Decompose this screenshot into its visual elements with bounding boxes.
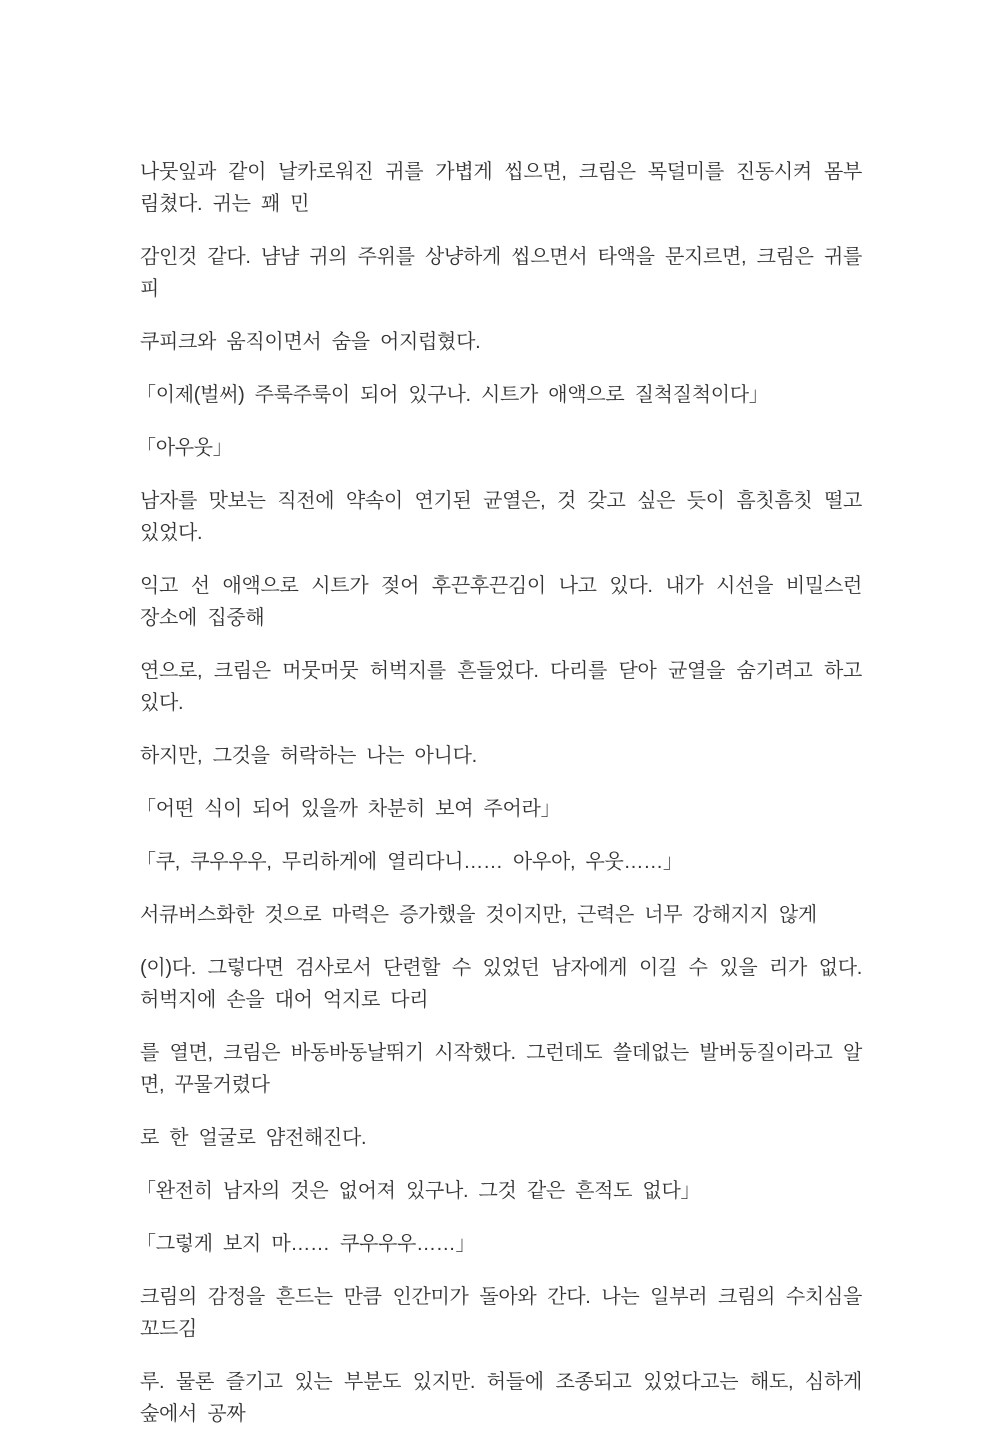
paragraph: 「쿠, 쿠우우우, 무리하게에 열리다니…… 아우아, 우웃……」 [136,851,683,873]
paragraph: 남자를 맛보는 직전에 약속이 연기된 균열은, 것 갖고 싶은 듯이 흠칫흠칫 떨고 있었다. [140,490,862,544]
paragraph: 「그렇게 보지 마…… 쿠우우우……」 [136,1233,476,1255]
paragraph: 「완전히 남자의 것은 없어져 있구나. 그것 같은 흔적도 없다」 [136,1180,701,1202]
paragraph: 크림의 감정을 흔드는 만큼 인간미가 돌아와 간다. 나는 일부러 크림의 수치심을 꼬드김 [140,1286,862,1340]
paragraph: 서큐버스화한 것으로 마력은 증가했을 것이지만, 근력은 너무 강해지지 않게 [140,904,817,926]
paragraph: 로 한 얼굴로 얌전해진다. [140,1127,367,1149]
paragraph: 를 열면, 크림은 바동바동날뛰기 시작했다. 그런데도 쓸데없는 발버둥질이라고 알면, 꾸물거렸다 [140,1042,862,1096]
paragraph: 「이제(벌써) 주룩주룩이 되어 있구나. 시트가 애액으로 질척질척이다」 [136,384,769,406]
paragraph: 나뭇잎과 같이 날카로워진 귀를 가볍게 씹으면, 크림은 목덜미를 진동시켜 몸부림쳤다. 귀는 꽤 민 [140,161,862,215]
paragraph: 익고 선 애액으로 시트가 젖어 후끈후끈김이 나고 있다. 내가 시선을 비밀스런 장소에 집중해 [140,575,862,629]
paragraph: 루. 물론 즐기고 있는 부분도 있지만. 허들에 조종되고 있었다고는 해도, 심하게 숲에서 공짜 [140,1371,862,1425]
paragraph: 「아우웃」 [136,437,233,459]
paragraph: 쿠피크와 움직이면서 숨을 어지럽혔다. [140,331,481,353]
paragraph: (이)다. 그렇다면 검사로서 단련할 수 있었던 남자에게 이길 수 있을 리가 없다. 허벅지에 손을 대어 억지로 다리 [140,957,862,1011]
paragraph: 「어떤 식이 되어 있을까 차분히 보여 주어라」 [136,798,561,820]
paragraph: 연으로, 크림은 머뭇머뭇 허벅지를 흔들었다. 다리를 닫아 균열을 숨기려고 하고 있다. [140,660,862,714]
paragraph: 하지만, 그것을 허락하는 나는 아니다. [140,745,477,767]
paragraph: 감인것 같다. 냠냠 귀의 주위를 상냥하게 씹으면서 타액을 문지르면, 크림은 귀를 피 [140,246,862,300]
